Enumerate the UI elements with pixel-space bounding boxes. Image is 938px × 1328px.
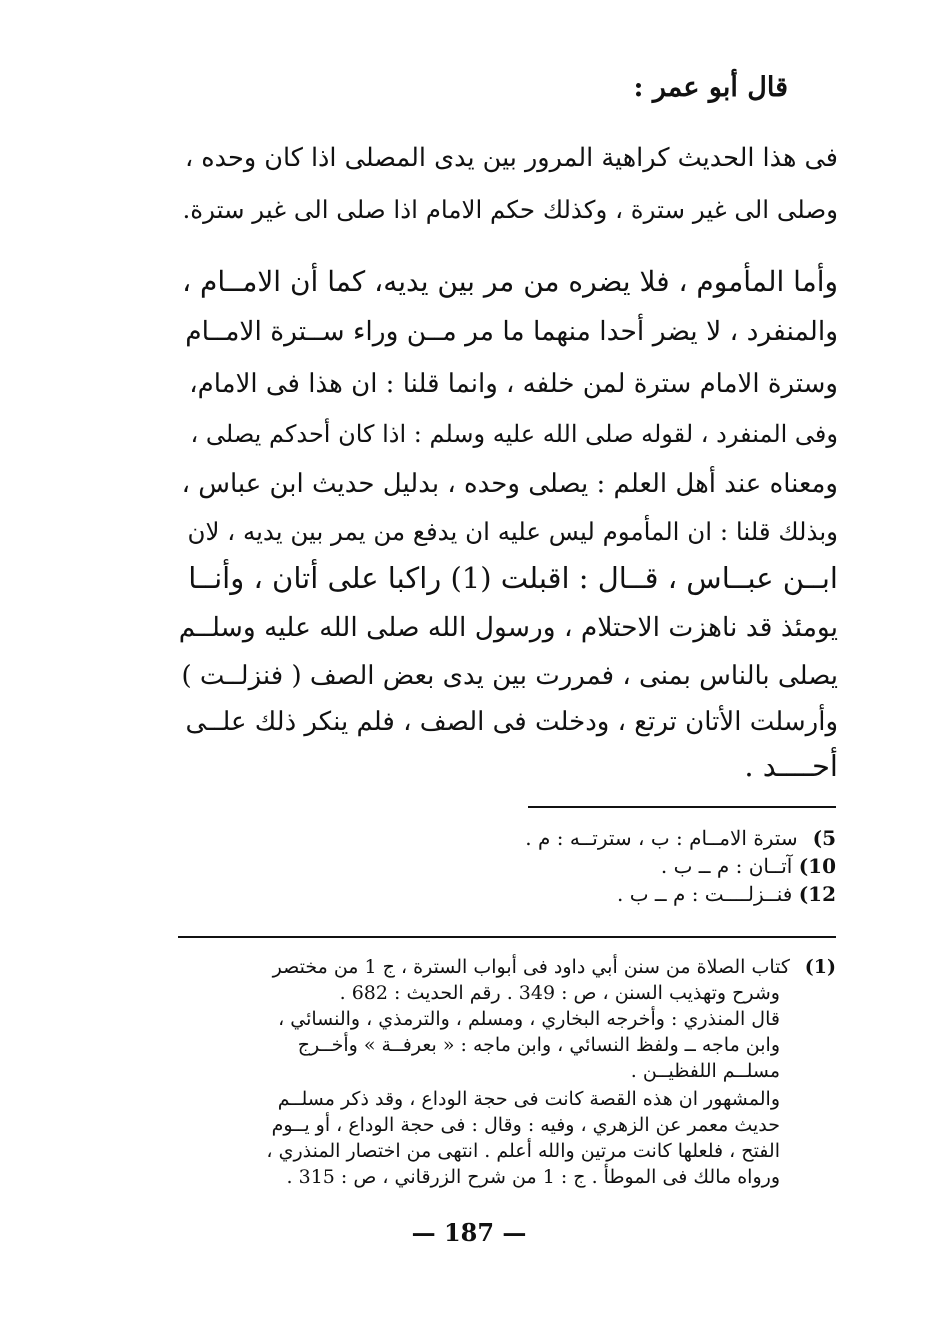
text-line: يومئذ قد ناهزت الاحتلام ، ورسول الله صلى الله عليه وسلــم [178,612,838,643]
text-line: وفى المنفرد ، لقوله صلى الله عليه وسلم : اذا كان أحدكم يصلى ، [190,420,838,448]
variant-line-number: 5) [812,826,836,850]
text-line: والمنفرد ، لا يضر أحدا منهما ما مر مــن وراء ســترة الامــام [185,316,838,347]
variant-note [661,852,836,880]
footnote-line: وابن ماجه ــ ولفظ النسائي ، وابن ماجه : « بعرفــة » وأخــرج [297,1034,780,1056]
page-number: — 187 — [411,1218,527,1247]
footnote-line: الفتح ، فلعلها كانت مرتين والله أعلم . انتهى من اختصار المنذري ، [266,1140,780,1162]
text-line: فى هذا الحديث كراهية المرور بين يدى المصلى اذا كان وحده ، [184,143,838,173]
footnote-divider [178,936,836,938]
footnote-line: حديث معمر عن الزهري ، وفيه : وقال : فى حجة الوداع ، أو يــوم [271,1114,780,1136]
text-line: وأما المأموم ، فلا يضره من مر بين يديه، كما أن الامــام ، [182,265,838,298]
variant-text: فنــزلــــت : م ــ ب . [616,882,793,906]
footnote-line: والمشهور ان هذه القصة كانت فى حجة الوداع ، وقد ذكر مسلــم [277,1088,780,1110]
footnote-number: (1) [804,956,836,978]
text-line: وأرسلت الأتان ترتع ، ودخلت فى الصف ، فلم ينكر ذلك علــى [185,707,838,737]
text-line: ومعناه عند أهل العلم : يصلى وحده ، بدليل حديث ابن عباس ، [181,469,838,499]
text-line: وسترة الامام سترة لمن خلفه ، وانما قلنا : ان هذا فى الامام، [189,369,838,399]
text-line: يصلى بالناس بمنى ، فمررت بين يدى بعض الصف ( فنزلــت ) [181,661,838,691]
footnote-first-line [273,954,836,980]
section-heading: قال أبو عمر : [633,72,788,103]
text-line: ابــن عبــاس ، قــال : اقبلت (1) راكبا على أتان ، وأنــا [188,561,838,595]
variant-note [617,880,836,908]
text-line: أحــــد . [744,749,838,783]
variant-text: آتــان : م ــ ب . [660,854,793,878]
variant-line-number: 10) [798,854,836,878]
text-line: وصلى الى غير سترة ، وكذلك حكم الامام اذا صلى الى غير سترة. [182,195,838,224]
variant-note [525,824,836,852]
footnote-line: ورواه مالك فى الموطأ . ج : 1 من شرح الزرقاني ، ص : 315 . [286,1166,780,1188]
variant-text: سترة الامــام : ب ، سترتــه : م . [525,826,798,850]
footnote-text: كتاب الصلاة من سنن أبي داود فى أبواب السترة ، ج 1 من مختصر [272,956,790,978]
footnote-line: مسلــم اللفظيــن . [630,1060,780,1082]
variant-line-number: 12) [798,882,836,906]
footnote-line: قال المنذري : وأخرجه البخاري ، ومسلم ، والترمذي ، والنسائي ، [278,1008,780,1030]
variants-divider [528,806,836,808]
text-line: وبذلك قلنا : ان المأموم ليس عليه ان يدفع من يمر بين يديه ، لان [187,517,838,546]
footnote-line: وشرح وتهذيب السنن ، ص : 349 . رقم الحديث : 682 . [339,982,780,1004]
